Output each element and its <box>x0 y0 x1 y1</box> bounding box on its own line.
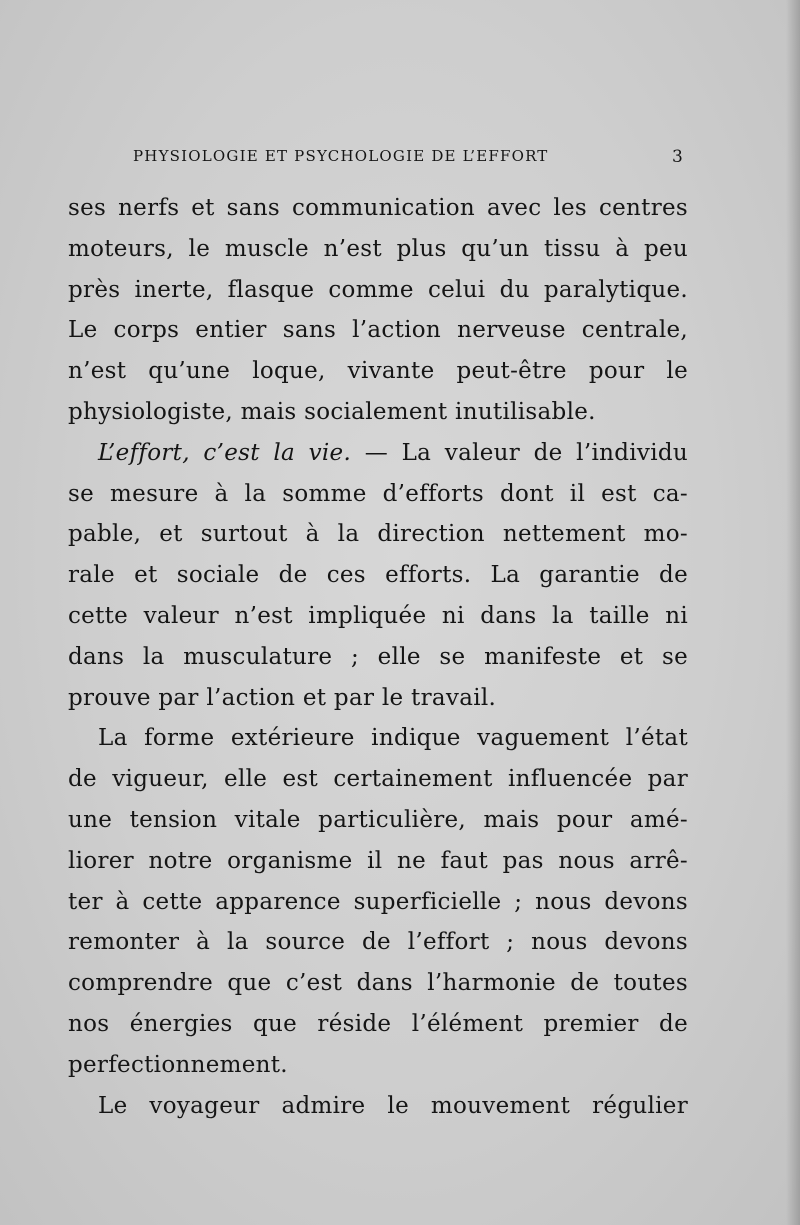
page-edge-shadow <box>786 0 800 1225</box>
text-line: Le corps entier sans l’action nerveuse centrale, <box>68 317 688 344</box>
page-number: 3 <box>671 147 684 167</box>
text-line: prouve par l’action et par le travail. <box>68 684 497 711</box>
text-line: dans la musculature ; elle se manifeste et se <box>68 643 688 670</box>
text-line: près inerte, flasque comme celui du paralytique. <box>68 276 688 303</box>
text-line: La forme extérieure indique vaguement l’état <box>98 725 688 752</box>
text-line: moteurs, le muscle n’est plus qu’un tissu à peu <box>68 235 688 262</box>
text-line: remonter à la source de l’effort ; nous devons <box>68 929 688 956</box>
text-run: — La valeur de l’individu <box>351 439 688 466</box>
text-line: de vigueur, elle est certainement influencée par <box>68 766 688 793</box>
text-line: Le voyageur admire le mouvement régulier <box>98 1092 688 1119</box>
text-line: comprendre que c’est dans l’harmonie de toutes <box>68 970 688 997</box>
text-line: nos énergies que réside l’élément premier de <box>68 1010 688 1037</box>
running-head-title: PHYSIOLOGIE ET PSYCHOLOGIE DE L’EFFORT <box>133 147 549 165</box>
text-line: ter à cette apparence superficielle ; nous devons <box>68 888 688 915</box>
italic-run-in-heading: L’effort, c’est la vie. <box>98 439 352 466</box>
text-line: cette valeur n’est impliquée ni dans la taille ni <box>68 602 688 629</box>
text-line: liorer notre organisme il ne faut pas nous arrê- <box>68 847 688 874</box>
text-line: rale et sociale de ces efforts. La garantie de <box>68 562 688 589</box>
text-line: pable, et surtout à la direction nettement mo- <box>68 521 688 548</box>
text-line-section-heading <box>68 433 688 474</box>
text-line: se mesure à la somme d’efforts dont il est ca- <box>68 480 688 507</box>
body-text <box>68 188 688 1126</box>
running-head <box>133 147 683 167</box>
text-line: physiologiste, mais socialement inutilisable. <box>68 398 596 425</box>
text-line: n’est qu’une loque, vivante peut-être pour le <box>68 358 688 385</box>
text-line: perfectionnement. <box>68 1051 288 1078</box>
text-line: une tension vitale particulière, mais pour amé- <box>68 806 688 833</box>
text-line: ses nerfs et sans communication avec les centres <box>68 195 688 221</box>
